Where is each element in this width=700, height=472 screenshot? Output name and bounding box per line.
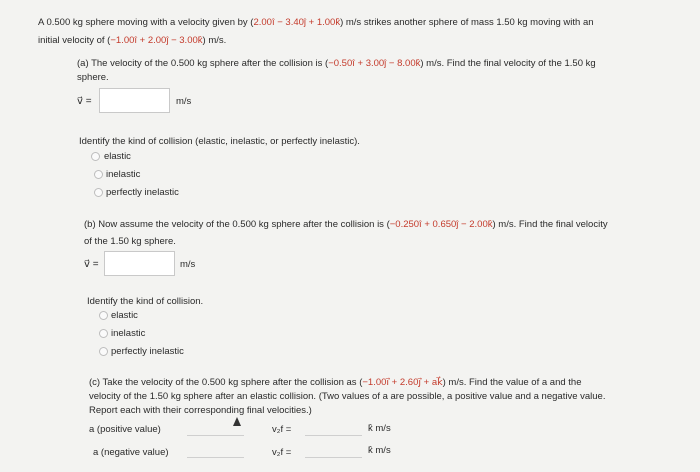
problem-line-1: A 0.500 kg sphere moving with a velocity given by (2.00î − 3.40ĵ + 1.00k̂) m/s strikes another sphere of mass 1.50 kg moving with an	[38, 17, 594, 28]
part-b-question: (b) Now assume the velocity of the 0.500 kg sphere after the collision is (−0.250î + 0.650ĵ − 2.00k̂) m/s. Find the final velocity	[84, 219, 608, 230]
part-a-radio-perfectly-inelastic[interactable]	[94, 188, 103, 197]
part-b-unit: m/s	[180, 259, 196, 270]
part-b-option-inelastic: inelastic	[111, 328, 146, 339]
part-a-velocity-input[interactable]	[99, 88, 170, 113]
mouse-cursor-icon	[233, 417, 241, 426]
part-a-question-cont: sphere.	[77, 72, 109, 83]
part-b-radio-inelastic[interactable]	[99, 329, 108, 338]
part-b-radio-perfectly-inelastic[interactable]	[99, 347, 108, 356]
part-a-v-label: v⃗ =	[77, 96, 92, 107]
part-b-velocity-input[interactable]	[104, 251, 175, 276]
part-a-option-elastic: elastic	[104, 151, 131, 162]
part-c-question: (c) Take the velocity of the 0.500 kg sphere after the collision as (−1.00i⃗ + 2.60j⃗ + ak⃗) m/s. Find the value of a and the	[89, 377, 582, 388]
part-a-option-inelastic: inelastic	[106, 169, 141, 180]
part-c-positive-label: a (positive value)	[89, 424, 161, 435]
part-b-identify-prompt: Identify the kind of collision.	[87, 296, 204, 307]
part-c-question-cont: velocity of the 1.50 kg sphere after an elastic collision. (Two values of a are possible, a positive value and a negative value.	[89, 391, 606, 402]
part-b-option-elastic: elastic	[111, 310, 138, 321]
part-c-question-cont-2: Report each with their corresponding final velocities.)	[89, 405, 312, 416]
part-b-v-label: v⃗ =	[84, 259, 99, 270]
part-c-negative-v-label: v₂f =	[272, 447, 292, 458]
part-c-negative-label: a (negative value)	[93, 447, 169, 458]
part-b-option-perfectly-inelastic: perfectly inelastic	[111, 346, 184, 357]
part-b-radio-elastic[interactable]	[99, 311, 108, 320]
part-c-positive-v-label: v₂f =	[272, 424, 292, 435]
problem-line-2: initial velocity of (−1.00î + 2.00ĵ − 3.00k̂) m/s.	[38, 35, 227, 46]
part-a-identify-prompt: Identify the kind of collision (elastic, inelastic, or perfectly inelastic).	[79, 136, 360, 147]
part-a-option-perfectly-inelastic: perfectly inelastic	[106, 187, 179, 198]
part-a-radio-inelastic[interactable]	[94, 170, 103, 179]
part-c-negative-a-input[interactable]	[187, 457, 244, 458]
part-c-positive-v-input[interactable]	[305, 435, 362, 436]
initial-velocity-2: −1.00î + 2.00ĵ − 3.00k̂	[110, 35, 203, 46]
part-c-positive-a-input[interactable]	[187, 435, 244, 436]
part-a-radio-elastic[interactable]	[91, 152, 100, 161]
part-a-unit: m/s	[176, 96, 192, 107]
part-c-negative-unit: k̂ m/s	[368, 445, 391, 456]
initial-velocity-1: 2.00î − 3.40ĵ + 1.00k̂	[253, 17, 341, 28]
part-c-positive-unit: k̂ m/s	[368, 423, 391, 434]
part-b-question-cont: of the 1.50 kg sphere.	[84, 236, 176, 247]
part-c-negative-v-input[interactable]	[305, 457, 362, 458]
part-a-question: (a) The velocity of the 0.500 kg sphere after the collision is (−0.50î + 3.00ĵ − 8.00k̂) m/s. Find the final velocity of the 1.50 kg	[77, 58, 596, 69]
